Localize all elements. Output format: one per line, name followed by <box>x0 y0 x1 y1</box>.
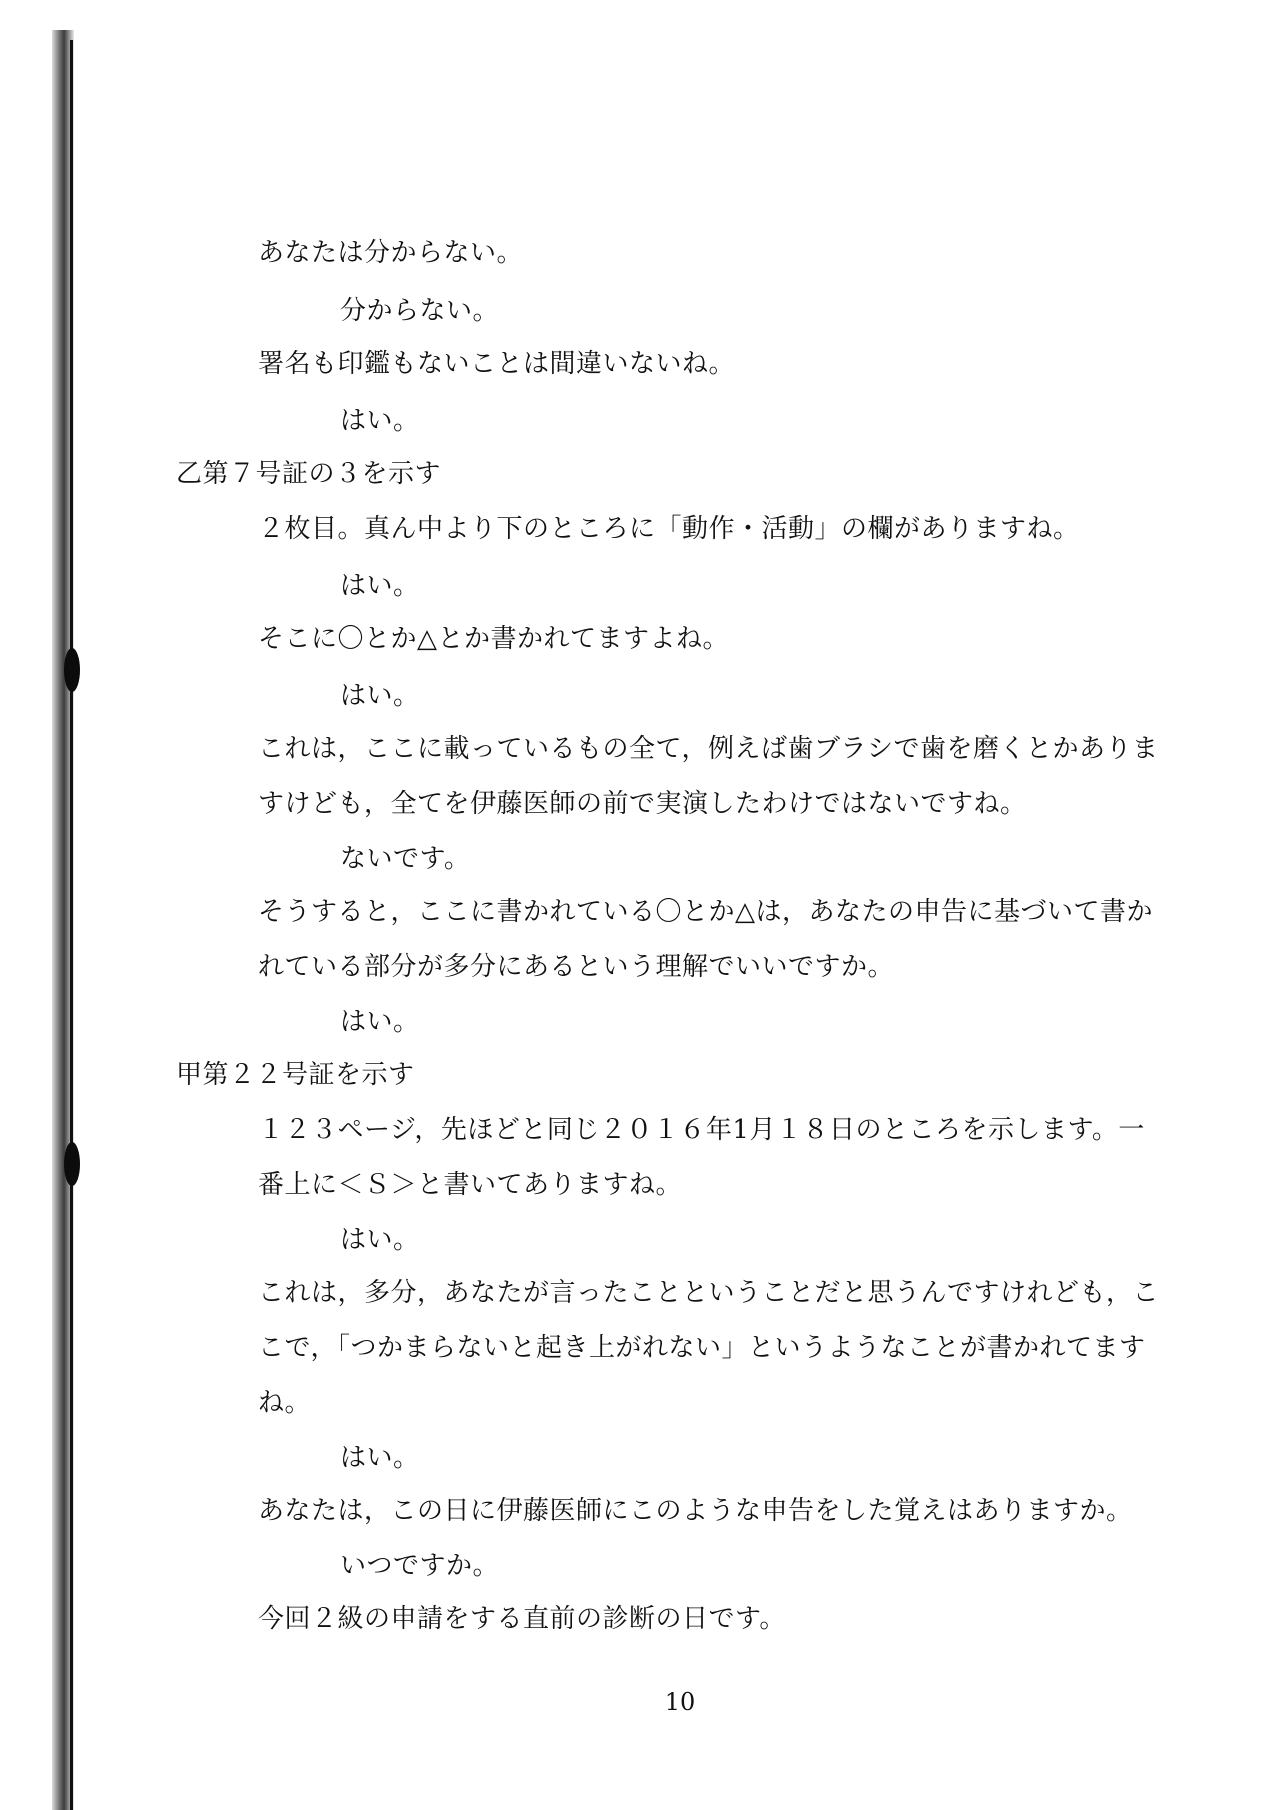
answer-line: 分からない。 <box>340 296 500 326</box>
answer-line: いつですか。 <box>340 1551 500 1581</box>
question-line: これは，ここに載っているもの全て，例えば歯ブラシで歯を磨くとかありま <box>258 734 1159 764</box>
question-line: こで，「つかまらないと起き上がれない」というようなことが書かれてます <box>258 1333 1146 1363</box>
answer-line: はい。 <box>340 681 420 711</box>
question-line: あなたは分からない。 <box>258 238 524 268</box>
question-line: １２３ページ，先ほどと同じ２０１６年1月１８日のところを示します。一 <box>258 1115 1145 1145</box>
page-number: 10 <box>664 1688 696 1716</box>
question-line: そうすると，ここに書かれている〇とか△は，あなたの申告に基づいて書か <box>258 897 1153 927</box>
punch-hole-upper <box>64 648 80 692</box>
answer-line: ないです。 <box>340 844 471 874</box>
punch-hole-lower <box>64 1142 80 1186</box>
answer-line: はい。 <box>340 406 420 436</box>
question-line: あなたは，この日に伊藤医師にこのような申告をした覚えはありますか。 <box>258 1496 1133 1526</box>
question-line: ２枚目。真ん中より下のところに「動作・活動」の欄がありますね。 <box>258 514 1080 544</box>
binding-line <box>70 40 73 1810</box>
question-line: 署名も印鑑もないことは間違いないね。 <box>258 349 736 379</box>
question-line: 今回２級の申請をする直前の診断の日です。 <box>258 1604 786 1634</box>
question-line: これは，多分，あなたが言ったことということだと思うんですけれども，こ <box>258 1278 1160 1308</box>
answer-line: はい。 <box>340 1225 420 1255</box>
exhibit-line: 甲第２２号証を示す <box>176 1060 415 1090</box>
answer-line: はい。 <box>340 1007 420 1037</box>
question-line: すけども，全てを伊藤医師の前で実演したわけではないですね。 <box>258 789 1027 819</box>
answer-line: はい。 <box>340 571 420 601</box>
question-line: れている部分が多分にあるという理解でいいですか。 <box>258 952 895 982</box>
question-line: 番上に＜Ｓ＞と書いてありますね。 <box>258 1170 683 1200</box>
exhibit-line: 乙第７号証の３を示す <box>176 459 442 489</box>
answer-line: はい。 <box>340 1443 420 1473</box>
question-line: そこに〇とか△とか書かれてますよね。 <box>258 624 729 654</box>
question-line: ね。 <box>258 1388 312 1418</box>
